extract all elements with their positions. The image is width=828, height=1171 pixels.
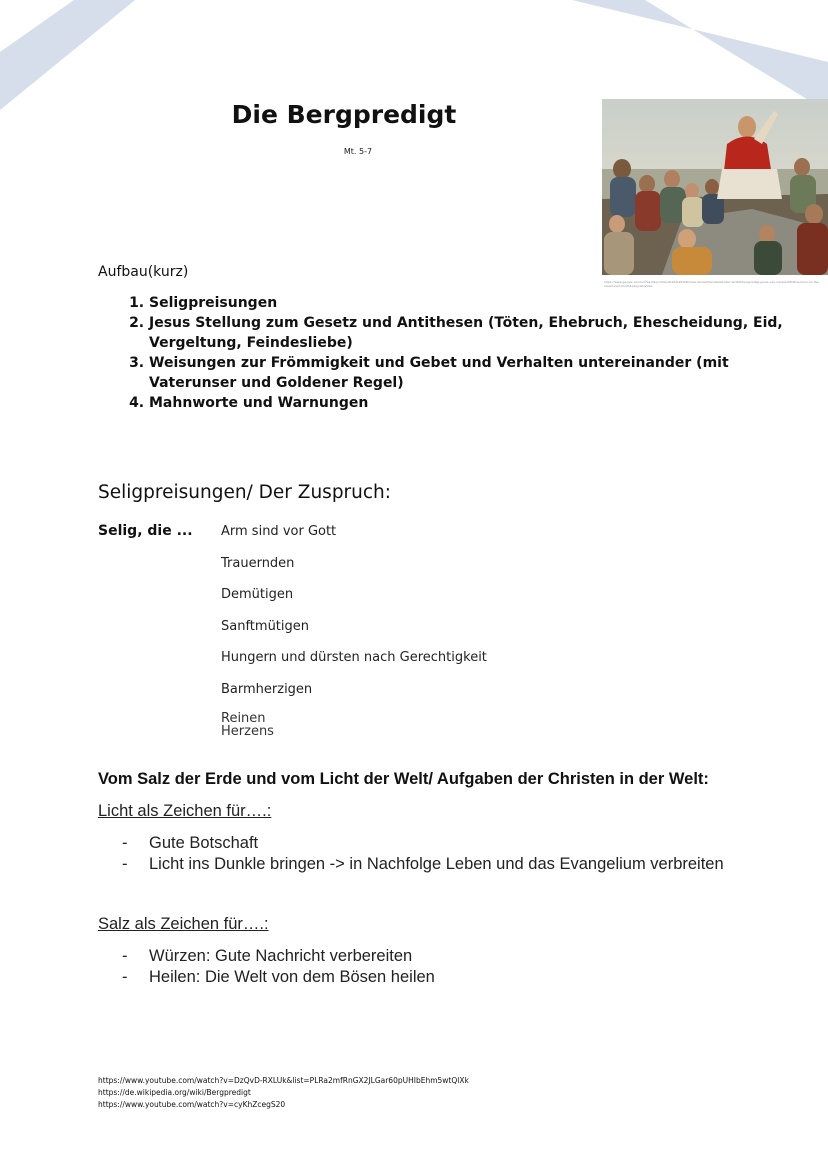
dash-bullet: - — [122, 834, 128, 852]
source-links — [98, 1075, 469, 1111]
image-caption[interactable]: https://www.google.com/url?sa=i&url=https%3A%2F%2Fwww.deutschlandfunkkultur.de%2Fbergpredigt-jesus-von-nazareth%2Fsermon-on-the-mount-carl-bloch&psig=AOvVaw — [604, 280, 820, 288]
source-link[interactable]: https://de.wikipedia.org/wiki/Bergpredigt — [98, 1088, 251, 1097]
beatitudes-heading: Seligpreisungen/ Der Zuspruch: — [98, 482, 392, 503]
light-list — [122, 833, 724, 874]
sermon-painting — [602, 99, 828, 275]
list-item: Arm sind vor Gott — [221, 524, 337, 539]
page-subtitle: Mt. 5-7 — [343, 147, 373, 156]
list-item: - Gute Botschaft — [122, 834, 259, 852]
sermon-on-the-mount-icon — [602, 99, 828, 275]
salt-light-heading: Vom Salz der Erde und vom Licht der Welt/ Aufgaben der Christen in der Welt: — [98, 770, 709, 788]
salt-heading: Salz als Zeichen für….: — [98, 915, 269, 933]
list-item: - Licht ins Dunkle bringen -> in Nachfolge Leben und das Evangelium verbreiten — [122, 854, 724, 873]
list-item: - Würzen: Gute Nachricht verbereiten — [122, 947, 413, 965]
dash-bullet: - — [122, 947, 128, 965]
list-item: Trauernden — [221, 555, 295, 571]
aufbau-list — [99, 293, 789, 413]
page-title: Die Bergpredigt — [231, 100, 457, 129]
list-item: Barmherzigen — [221, 681, 313, 697]
beatitudes-lead: Selig, die ... — [98, 523, 193, 539]
light-heading: Licht als Zeichen für….: — [98, 802, 272, 820]
salt-list — [122, 946, 435, 987]
list-item: Sanftmütigen — [221, 618, 310, 634]
beatitudes-list — [221, 522, 487, 711]
list-item: 4. Mahnworte und Warnungen — [149, 393, 789, 413]
cut-off-line: Reinen Herzens — [221, 711, 274, 739]
list-item: - Heilen: Die Welt von dem Bösen heilen — [122, 967, 435, 986]
dash-bullet: - — [122, 854, 128, 873]
dash-bullet: - — [122, 967, 128, 986]
source-link[interactable]: https://www.youtube.com/watch?v=DzQvD-RXLUk&list=PLRa2mfRnGX2JLGar60pUHIbEhm5wtQlXk — [98, 1076, 469, 1085]
list-item: Demütigen — [221, 587, 294, 602]
aufbau-heading: Aufbau(kurz) — [98, 264, 189, 280]
list-item: 2. Jesus Stellung zum Gesetz und Antithesen (Töten, Ehebruch, Ehescheidung, Eid, Vergeltung, Feindesliebe) — [149, 313, 789, 353]
list-item: 3. Weisungen zur Frömmigkeit und Gebet und Verhalten untereinander (mit Vaterunser und Goldener Regel) — [149, 353, 789, 393]
source-link[interactable]: https://www.youtube.com/watch?v=cyKhZcegS20 — [98, 1100, 286, 1109]
list-item: 1. Seligpreisungen — [149, 293, 789, 313]
list-item: Hungern und dürsten nach Gerechtigkeit — [221, 650, 487, 665]
